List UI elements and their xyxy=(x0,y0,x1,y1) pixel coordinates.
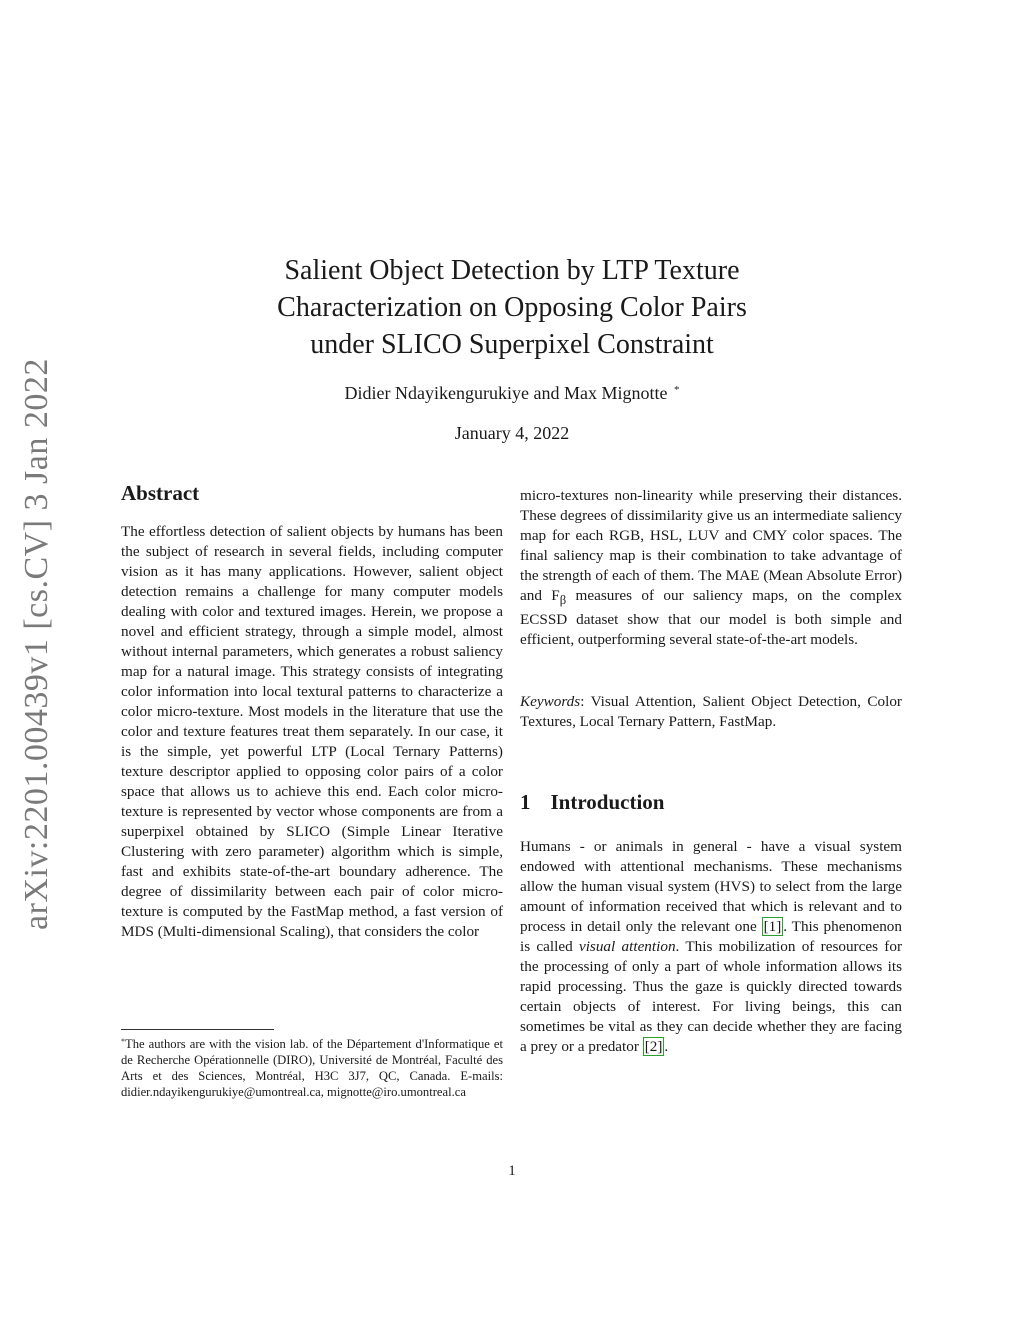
section-number: 1 xyxy=(520,790,531,815)
abstract-text-continued xyxy=(520,486,902,650)
arxiv-identifier-stamp: arXiv:2201.00439v1 [cs.CV] 3 Jan 2022 xyxy=(18,358,55,930)
left-column xyxy=(121,480,503,942)
keywords-label: Keywords xyxy=(520,693,581,711)
citation-link[interactable]: [1] xyxy=(763,918,782,936)
abstract-text-part: micro-textures non-linearity while preserving their distances. These degrees of dissimilarity give us an intermediate saliency map for each RGB, HSL, LUV and CMY color spaces. The final saliency map is their combination to take advantage of the strength of each of them. The MAE (Mean Absolute Error) and F xyxy=(520,487,902,604)
keywords-list: : Visual Attention, Salient Object Detection, Color Textures, Local Ternary Pattern, FastMap. xyxy=(520,693,902,731)
beta-subscript: β xyxy=(559,593,567,608)
section-heading-introduction xyxy=(520,789,902,815)
abstract-heading: Abstract xyxy=(121,481,200,505)
intro-text: Humans - or animals in general - have a visual system endowed with attentional mechanisms. These mechanisms allow the human visual system (HVS) to select from the large amount of information received that which is relevant and to process in detail only the relevant one xyxy=(520,838,902,936)
author-footnote-mark: * xyxy=(673,384,680,396)
citation-link[interactable]: [2] xyxy=(644,1038,663,1056)
author-affiliation-footnote xyxy=(121,1034,503,1100)
title-line: Characterization on Opposing Color Pairs xyxy=(277,292,747,323)
intro-text: . This mobilization of resources for the processing of only a part of whole information allows its rapid processing. Thus the gaze is quickly directed towards certain objects of interest. For living beings, this can sometimes be vital as they can decide whether they are facing a prey or a predator xyxy=(520,938,902,1056)
section-title: Introduction xyxy=(550,790,665,815)
publication-date: January 4, 2022 xyxy=(454,423,570,443)
emphasis-text: visual attention xyxy=(578,938,676,956)
right-column xyxy=(520,486,902,1057)
footnote-mark: * xyxy=(121,1037,125,1046)
abstract-text: The effortless detection of salient objects by humans has been the subject of research in several fields, including computer vision as it has many applications. However, salient object detection remains a challenge for many computer models dealing with color and textured images. Herein, we propose a novel and efficient strategy, through a simple model, almost without internal parameters, which generates a robust saliency map for a natural image. This strategy consists of integrating color information into local textural patterns to characterize a color micro-texture. Most models in the literature that use the color and texture features treat them separately. In our case, it is the simple, yet powerful LTP (Local Ternary Patterns) texture descriptor applied to opposing color pairs of a color space that allows us to achieve this end. Each color micro-texture is represented by vector whose components are from a superpixel obtained by SLICO (Simple Linear Iterative Clustering with zero parameter) algorithm which is simple, fast and exhibits state-of-the-art boundary adherence. The degree of dissimilarity between each pair of color micro-texture is computed by the FastMap method, a fast version of MDS (Multi-dimensional Scaling), that considers the color xyxy=(121,523,503,940)
intro-text: . This phenomenon is called xyxy=(520,918,902,956)
author-line xyxy=(200,383,824,404)
footnote-rule xyxy=(121,1029,274,1030)
author-names: Didier Ndayikengurukiye and Max Mignotte xyxy=(344,383,668,403)
paper-title xyxy=(200,252,824,363)
page-number: 1 xyxy=(508,1163,516,1179)
keywords xyxy=(520,692,902,732)
intro-text: . xyxy=(664,1038,669,1056)
title-line: under SLICO Superpixel Constraint xyxy=(310,329,714,360)
abstract-text-part: measures of our saliency maps, on the complex ECSSD dataset show that our model is both simple and efficient, outperforming several state-of-the-art models. xyxy=(520,587,903,649)
title-line: Salient Object Detection by LTP Texture xyxy=(284,255,740,286)
footnote-text: The authors are with the vision lab. of the Département d'Informatique et de Recherche Opérationnelle (DIRO), Université de Montréal, Faculté des Arts et des Sciences, Montréal, H3C 3J7, QC, Canada. E-mails: didier.ndayikengurukiye@umontreal.ca, mignotte@iro.umontreal.ca xyxy=(121,1037,503,1099)
introduction-paragraph xyxy=(520,837,902,1057)
